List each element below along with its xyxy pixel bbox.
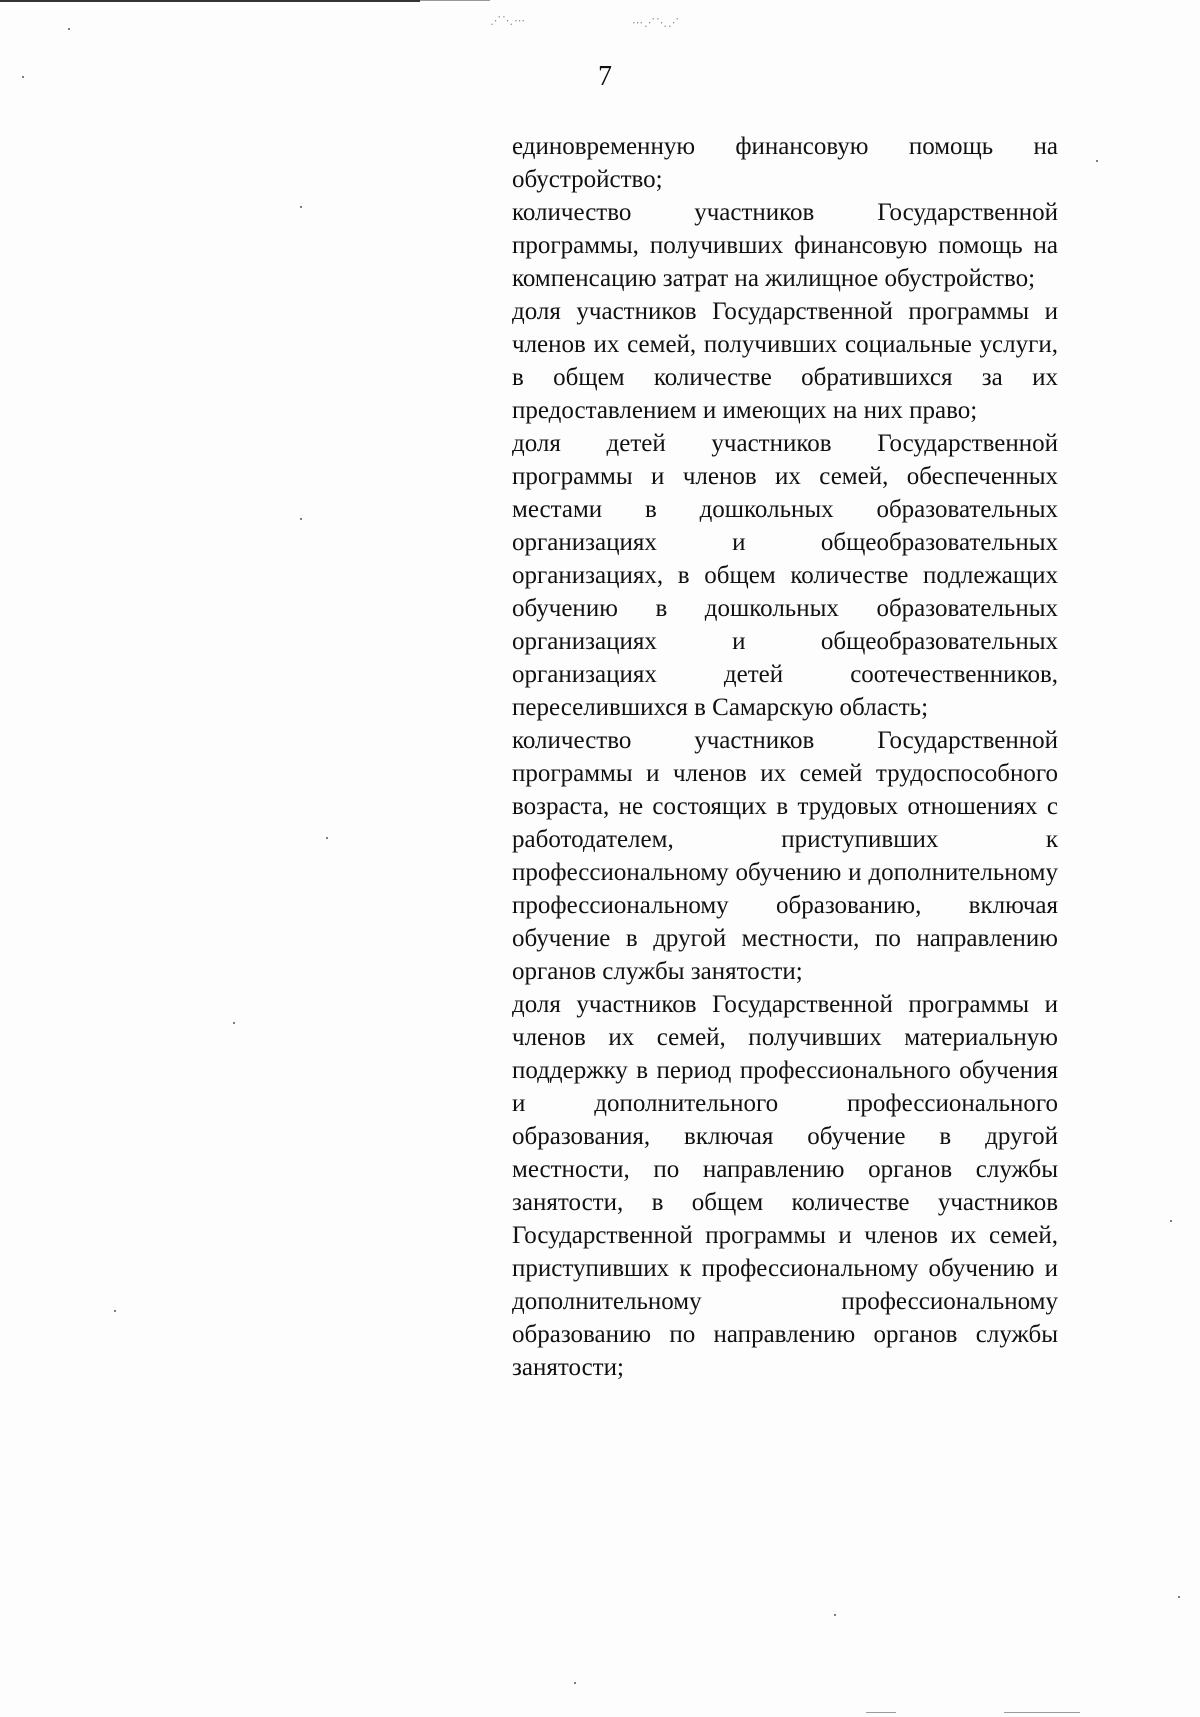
scan-speck	[300, 206, 302, 208]
scan-speck	[233, 1022, 235, 1024]
paragraph-housing-compensation: количество участников Государственной программы, получивших финансовую помощь на компенсацию затрат на жилищное обустройство;	[512, 199, 1058, 292]
scan-speck	[834, 1614, 836, 1616]
scan-noise-mark: ⋯⋰⋱⋰	[632, 16, 680, 29]
scan-speck	[300, 518, 302, 520]
scan-edge-line-thin	[420, 0, 490, 1]
page-number: 7	[598, 61, 612, 92]
scan-speck	[574, 1682, 576, 1684]
scan-edge-line	[0, 0, 420, 2]
scan-edge-line-bottom	[1004, 1712, 1080, 1713]
scan-speck	[1170, 1220, 1172, 1222]
scan-noise-mark: ⋰⋱⋯	[490, 14, 526, 27]
paragraph-material-support-share: доля участников Государственной программы и членов их семей, получивших материальную поддержку в период профессионального обучения и дополнительного профессионального образования, включая обучение в другой местности, по направлению органов службы занятости, в общем количестве участников Государственной программы и членов их семей, приступивших к профессиональному обучению и дополнительному профессиональному образованию по направлению органов службы занятости;	[512, 991, 1058, 1381]
paragraph-vocational-training-count: количество участников Государственной программы и членов их семей трудоспособного возраста, не состоящих в трудовых отношениях с работодателем, приступивших к профессиональному обучению и дополнительному профессиональному образованию, включая обучение в другой местности, по направлению органов службы занятости;	[512, 727, 1058, 985]
scan-speck	[1096, 160, 1098, 162]
scan-edge-line-bottom	[866, 1712, 896, 1713]
paragraph-children-education-share: доля детей участников Государственной программы и членов их семей, обеспеченных местами в дошкольных образовательных организациях и общеобразовательных организациях, в общем количестве подлежащих обучению в дошкольных образовательных организациях и общеобразовательных организациях детей соотечественников, переселившихся в Самарскую область;	[512, 430, 1058, 721]
scan-speck	[68, 28, 70, 30]
scan-speck	[326, 837, 328, 839]
paragraph-social-services-share: доля участников Государственной программы и членов их семей, получивших социальные услуги, в общем количестве обратившихся за их предоставлением и имеющих на них право;	[512, 298, 1058, 424]
scan-speck	[1178, 1596, 1180, 1598]
scan-speck	[22, 76, 24, 78]
body-text	[512, 130, 1058, 1384]
scan-speck	[114, 1310, 116, 1312]
paragraph-lump-sum-aid: единовременную финансовую помощь на обустройство;	[512, 133, 1058, 193]
